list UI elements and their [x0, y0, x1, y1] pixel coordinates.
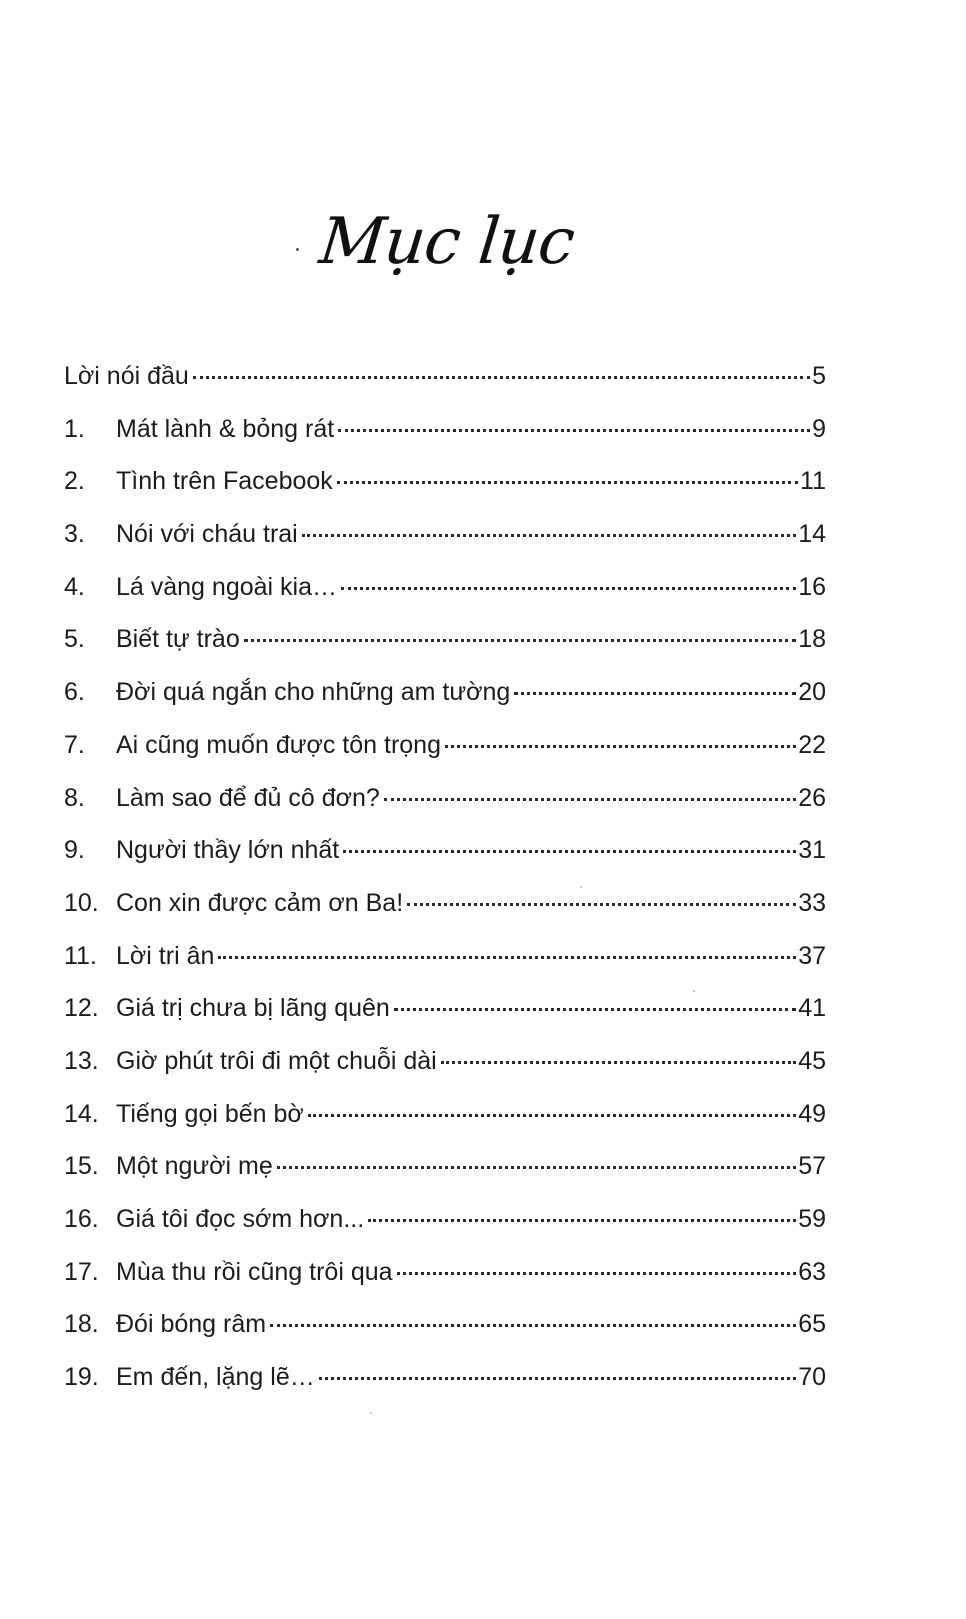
- toc-entry: [64, 573, 826, 626]
- toc-entry-number: 5.: [64, 625, 85, 654]
- toc-entry-number: 16.: [64, 1205, 99, 1233]
- toc-entry-number: 13.: [64, 1046, 99, 1075]
- toc-entry-title: Làm sao để đủ cô đơn?: [116, 783, 380, 812]
- toc-entry: [64, 836, 826, 889]
- toc-entry-title: Người thầy lớn nhất: [116, 836, 340, 865]
- toc-entry-title: Con xin được cảm ơn Ba!: [116, 888, 404, 917]
- toc-entry: [64, 625, 826, 678]
- toc-entry-title: Lời nói đầu: [64, 362, 189, 390]
- toc-entry-page: 18: [798, 625, 826, 654]
- toc-entry: [64, 520, 826, 573]
- toc-entry-title: Đói bóng râm: [116, 1310, 267, 1339]
- toc-entry: [64, 942, 826, 995]
- toc-entry-number: 17.: [64, 1257, 99, 1286]
- toc-entry-title: Nói với cháu trai: [116, 520, 298, 549]
- page-title: Mục lục: [316, 205, 578, 279]
- toc-entry-title: Em đến, lặng lẽ…: [116, 1363, 315, 1392]
- toc-entry: [64, 1100, 826, 1153]
- toc-entry-number: 4.: [64, 572, 85, 601]
- toc-entry-title: Lời tri ân: [116, 941, 215, 970]
- toc-entry-number: 15.: [64, 1152, 99, 1181]
- toc-entry: [64, 1363, 826, 1416]
- toc-entry-number: 6.: [64, 678, 85, 707]
- toc-entry: [64, 1310, 826, 1363]
- toc-entry-page: 14: [798, 520, 826, 549]
- toc-entry-title: Giá tôi đọc sớm hơn...: [116, 1205, 365, 1233]
- toc-entry: [64, 1047, 826, 1100]
- toc-entry: [64, 415, 826, 468]
- toc-entry-title: Tiếng gọi bến bờ: [116, 1099, 304, 1128]
- ink-speck: [296, 248, 299, 251]
- toc-entry-title: Biết tự trào: [116, 625, 240, 654]
- toc-entry-title: Tình trên Facebook: [116, 467, 333, 496]
- toc-dot-leader: [244, 639, 796, 642]
- toc-entry-number: 14.: [64, 1099, 99, 1128]
- toc-entry-number: 1.: [64, 414, 85, 443]
- toc-entry-title: Ai cũng muốn được tôn trọng: [116, 730, 441, 759]
- toc-entry-page: 11: [800, 467, 826, 496]
- toc-dot-leader: [338, 429, 810, 432]
- toc-dot-leader: [343, 850, 796, 853]
- toc-entry-page: 70: [798, 1363, 826, 1392]
- toc-entry-number: 9.: [64, 836, 85, 865]
- toc-dot-leader: [319, 1377, 796, 1380]
- toc-dot-leader: [302, 534, 796, 537]
- toc-entry: [64, 678, 826, 731]
- toc-entry: [64, 467, 826, 520]
- toc-entry-page: 65: [798, 1310, 826, 1339]
- toc-entry-title: Đời quá ngắn cho những am tường: [116, 678, 511, 707]
- toc-entry-number: 18.: [64, 1310, 99, 1339]
- toc-entry-page: 57: [798, 1152, 826, 1181]
- toc-dot-leader: [341, 587, 796, 590]
- toc-dot-leader: [270, 1324, 796, 1327]
- toc-entry-page: 16: [798, 572, 826, 601]
- toc-entry-title: Mùa thu rồi cũng trôi qua: [116, 1257, 393, 1286]
- toc-entry-page: 33: [798, 888, 826, 917]
- toc-entry-page: 49: [798, 1099, 826, 1128]
- toc-entry-title: Giá trị chưa bị lãng quên: [116, 994, 390, 1023]
- toc-entry-title: Mát lành & bỏng rát: [116, 414, 335, 443]
- toc-entry: [64, 784, 826, 837]
- toc-entry-page: 63: [798, 1257, 826, 1286]
- toc-entry: [64, 994, 826, 1047]
- toc-entry-number: 2.: [64, 467, 85, 496]
- toc-dot-leader: [394, 1008, 796, 1011]
- toc-entry-page: 31: [798, 836, 826, 865]
- toc-entry-number: 7.: [64, 730, 85, 759]
- toc-entry-page: 20: [798, 678, 826, 707]
- toc-dot-leader: [384, 798, 796, 801]
- ink-speck: [580, 886, 582, 888]
- toc-entry: [64, 1152, 826, 1205]
- toc-dot-leader: [445, 745, 796, 748]
- toc-dot-leader: [514, 692, 796, 695]
- toc-dot-leader: [308, 1114, 796, 1117]
- toc-dot-leader: [277, 1166, 796, 1169]
- ink-speck: [693, 990, 695, 992]
- toc-dot-leader: [441, 1061, 796, 1064]
- toc-entry-page: 22: [798, 730, 826, 759]
- toc-dot-leader: [193, 376, 810, 379]
- toc-entry-page: 45: [798, 1046, 826, 1075]
- toc-dot-leader: [368, 1219, 796, 1222]
- toc-entry-page: 59: [798, 1205, 826, 1233]
- toc-entry: [64, 731, 826, 784]
- toc-entry-page: 41: [798, 994, 826, 1023]
- toc-dot-leader: [397, 1272, 797, 1275]
- toc-entry-number: 8.: [64, 783, 85, 812]
- toc-entry-title: Một người mẹ: [116, 1152, 273, 1181]
- toc-entry-number: 11.: [64, 941, 97, 970]
- toc-entry-number: 10.: [64, 888, 99, 917]
- toc-entry-number: 3.: [64, 520, 85, 549]
- toc-dot-leader: [218, 956, 796, 959]
- toc-entry: [64, 889, 826, 942]
- ink-speck: [370, 1412, 372, 1414]
- toc-entry: [64, 362, 826, 415]
- toc-entry-page: 26: [798, 783, 826, 812]
- table-of-contents: [64, 362, 826, 1416]
- toc-entry-page: 5: [812, 362, 826, 390]
- toc-entry-title: Lá vàng ngoài kia…: [116, 572, 337, 601]
- toc-entry-page: 37: [798, 941, 826, 970]
- toc-entry: [64, 1258, 826, 1311]
- toc-entry-page: 9: [812, 414, 826, 443]
- toc-entry-number: 19.: [64, 1363, 99, 1392]
- toc-entry-title: Giờ phút trôi đi một chuỗi dài: [116, 1046, 437, 1075]
- toc-dot-leader: [407, 903, 796, 906]
- toc-entry: [64, 1205, 826, 1258]
- toc-entry-number: 12.: [64, 994, 99, 1023]
- toc-dot-leader: [337, 481, 798, 484]
